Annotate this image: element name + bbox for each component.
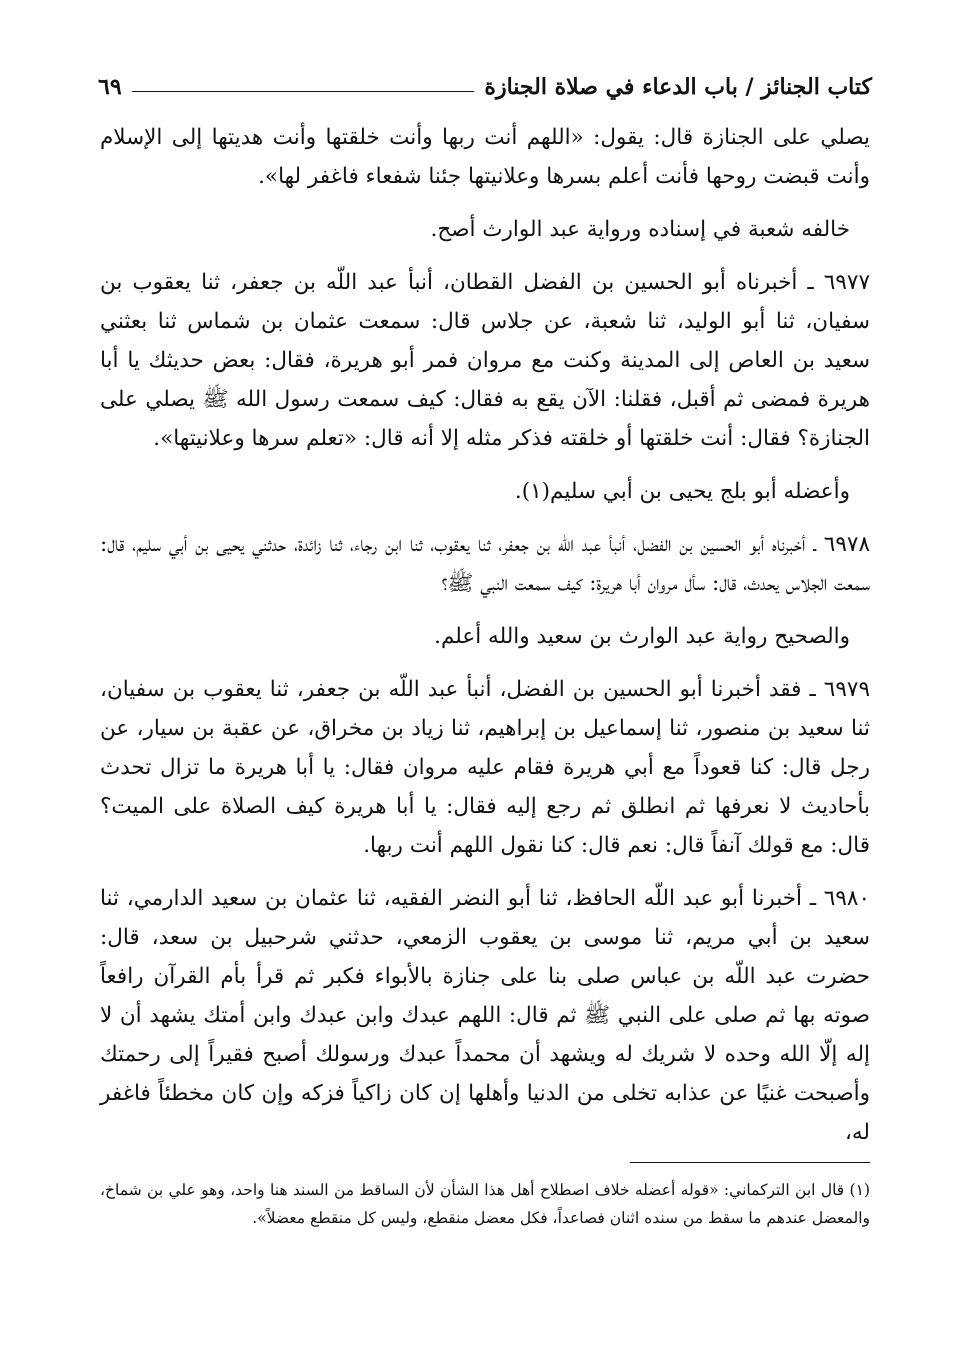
hadith-6980: ٦٩٨٠ ـ أخبرنا أبو عبد اللّه الحافظ، ثنا أبو النضر الفقيه، ثنا عثمان بن سعيد الدارمي، ثنا سعيد بن أبي مريم، ثنا موسى بن يعقوب الزمعي، حدثني شرحبيل بن سعد، قال: حضرت عبد اللّه بن عباس صلى بنا على جنازة بالأبواء فكبر ثم قرأ بأم القرآن رافعاً صوته بها ثم صلى على النبي ﷺ ثم قال: اللهم عبدك وابن عبدك وابن أمتك يشهد أن لا إله إلّا الله وحده لا شريك له ويشهد أن محمداً عبدك ورسولك أصبح فقيراً إلى رحمتك وأصبحت غنيًا عن عذابه تخلى من الدنيا وأهلها إن كان زاكياً فزكه وإن كان مخطئاً فاغفر له، bbox=[100, 886, 870, 1145]
page-header bbox=[98, 60, 872, 100]
paragraph-comment: والصحيح رواية عبد الوارث بن سعيد والله أعلم. bbox=[434, 624, 850, 649]
hadith-6977: ٦٩٧٧ ـ أخبرناه أبو الحسين بن الفضل القطان، أنبأ عبد اللّه بن جعفر، ثنا يعقوب بن سفيان، ثنا أبو الوليد، ثنا شعبة، عن جلاس قال: سمعت عثمان بن شماس ثنا بعثني سعيد بن العاص إلى المدينة وكنت مع مروان فمر أبو هريرة، فقال: بعض حديثك يا أبا هريرة فمضى ثم أقبل، فقلنا: الآن يقع به فقال: كيف سمعت رسول الله ﷺ يصلي على الجنازة؟ فقال: أنت خلقتها أو خلقته فذكر مثله إلا أنه قال: «تعلم سرها وعلانيتها». bbox=[100, 270, 870, 451]
paragraph-comment: وأعضله أبو بلج يحيى بن أبي سليم(١). bbox=[514, 479, 850, 504]
hadith-6978: ٦٩٧٨ ـ أخبرناه أبو الحسين بن الفضل، أنبأ عبد اللّه بن جعفر، ثنا يعقوب، ثنا ابن رجاء، ثنا زائدة، حدثني يحيى بن أبي سليم، قال: سمعت الجلاس يحدث، قال: سأل مروان أبا هريرة: كيف سمعت النبي ﷺ؟ bbox=[100, 532, 870, 596]
main-text bbox=[100, 118, 870, 1166]
footnote: (١) قال ابن التركماني: «قوله أعضله خلاف اصطلاح أهل هذا الشأن لأن الساقط من السند هنا واحد، وهو علي بن شماخ، والمعضل عندهم ما سقط من سنده اثنان فصاعداً، فكل معضل منقطع، وليس كل منقطع معضلاً». bbox=[100, 1181, 870, 1227]
paragraph-comment: خالفه شعبة في إسناده ورواية عبد الوارث أصح. bbox=[430, 217, 850, 242]
header-rule bbox=[132, 91, 475, 92]
running-title: كتاب الجنائز / باب الدعاء في صلاة الجنازة bbox=[484, 74, 872, 100]
paragraph-continuation: يصلي على الجنازة قال: يقول: «اللهم أنت ربها وأنت خلقتها وأنت هديتها إلى الإسلام وأنت قبضت روحها فأنت أعلم بسرها وعلانيتها جئنا شفعاء فاغفر لها». bbox=[100, 125, 870, 189]
page-number: ٦٩ bbox=[98, 74, 122, 100]
footnote-separator bbox=[630, 1162, 870, 1163]
hadith-6979: ٦٩٧٩ ـ فقد أخبرنا أبو الحسين بن الفضل، أنبأ عبد اللّه بن جعفر، ثنا يعقوب بن سفيان، ثنا سعيد بن منصور، ثنا إسماعيل بن إبراهيم، ثنا زياد بن مخراق، عن عقبة بن سيار، عن رجل قال: كنا قعوداً مع أبي هريرة فقام عليه مروان فقال: يا أبا هريرة ما تزال تحدث بأحاديث لا نعرفها ثم انطلق ثم رجع إليه فقال: يا أبا هريرة كيف الصلاة على الميت؟ قال: مع قولك آنفاً قال: نعم قال: كنا نقول اللهم أنت ربها. bbox=[100, 677, 870, 858]
